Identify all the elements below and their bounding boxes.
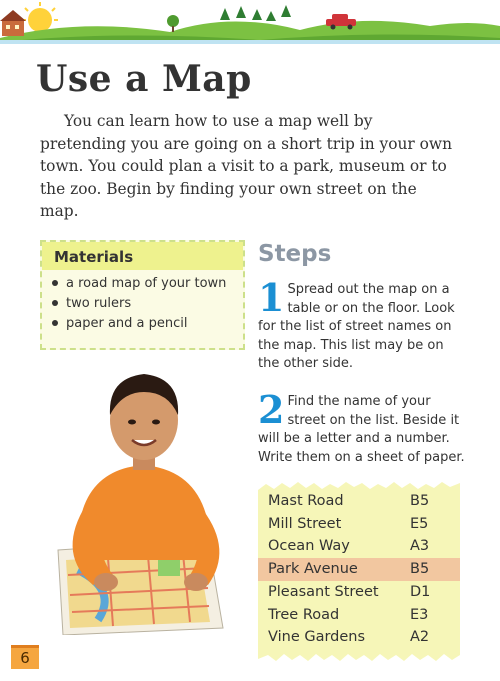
grid-code: A2	[410, 629, 430, 646]
bullet-icon	[52, 280, 58, 286]
street-name: Ocean Way	[268, 538, 350, 555]
grid-code: B5	[410, 493, 430, 509]
header-landscape-illustration	[0, 0, 500, 44]
intro-paragraph: You can learn how to use a map well by pretending you are going on a short trip in your own town. You could plan a visit to a park, museum or to the zoo. Begin by finding your own street on the map.	[40, 112, 453, 220]
street-name: Mill Street	[268, 515, 342, 532]
materials-item-label: two rulers	[66, 296, 132, 311]
list-item	[52, 274, 243, 294]
step-text: Find the name of your street on the list. Beside it will be a letter and a number. Write them on a sheet of paper.	[258, 394, 465, 465]
list-item	[52, 294, 243, 314]
page-title: Use a Map	[36, 58, 252, 100]
page-number: 6	[11, 645, 39, 669]
street-name: Pleasant Street	[268, 583, 379, 600]
table-row	[258, 535, 460, 558]
street-name: Vine Gardens	[268, 629, 366, 646]
steps-heading: Steps	[258, 241, 332, 267]
table-row	[258, 513, 460, 536]
table-row	[258, 626, 460, 649]
street-index-list	[258, 480, 460, 663]
step-1	[258, 275, 468, 374]
materials-item-label: a road map of your town	[66, 276, 227, 291]
materials-item-label: paper and a pencil	[66, 316, 188, 331]
grid-code: D1	[410, 583, 431, 600]
table-row	[258, 581, 460, 604]
boy-reading-map-photo	[38, 360, 248, 635]
step-number: 1	[258, 275, 285, 320]
list-item	[52, 314, 243, 334]
table-row-highlighted	[258, 558, 460, 581]
bullet-icon	[52, 320, 58, 326]
street-name: Mast Road	[268, 493, 344, 509]
street-name: Park Avenue	[268, 561, 358, 578]
materials-box	[40, 240, 245, 350]
street-name: Tree Road	[268, 606, 340, 623]
step-text: Spread out the map on a table or on the floor. Look for the list of street names on the map. This list may be on the other side.	[258, 282, 455, 371]
step-2	[258, 387, 468, 467]
grid-code: E5	[410, 515, 429, 532]
table-row	[258, 604, 460, 627]
materials-list	[42, 274, 243, 334]
grid-code: A3	[410, 538, 430, 555]
grid-code: B5	[410, 561, 430, 578]
grid-code: E3	[410, 606, 429, 623]
materials-heading: Materials	[42, 242, 243, 270]
bullet-icon	[52, 300, 58, 306]
table-row	[258, 490, 460, 513]
step-number: 2	[258, 387, 285, 432]
